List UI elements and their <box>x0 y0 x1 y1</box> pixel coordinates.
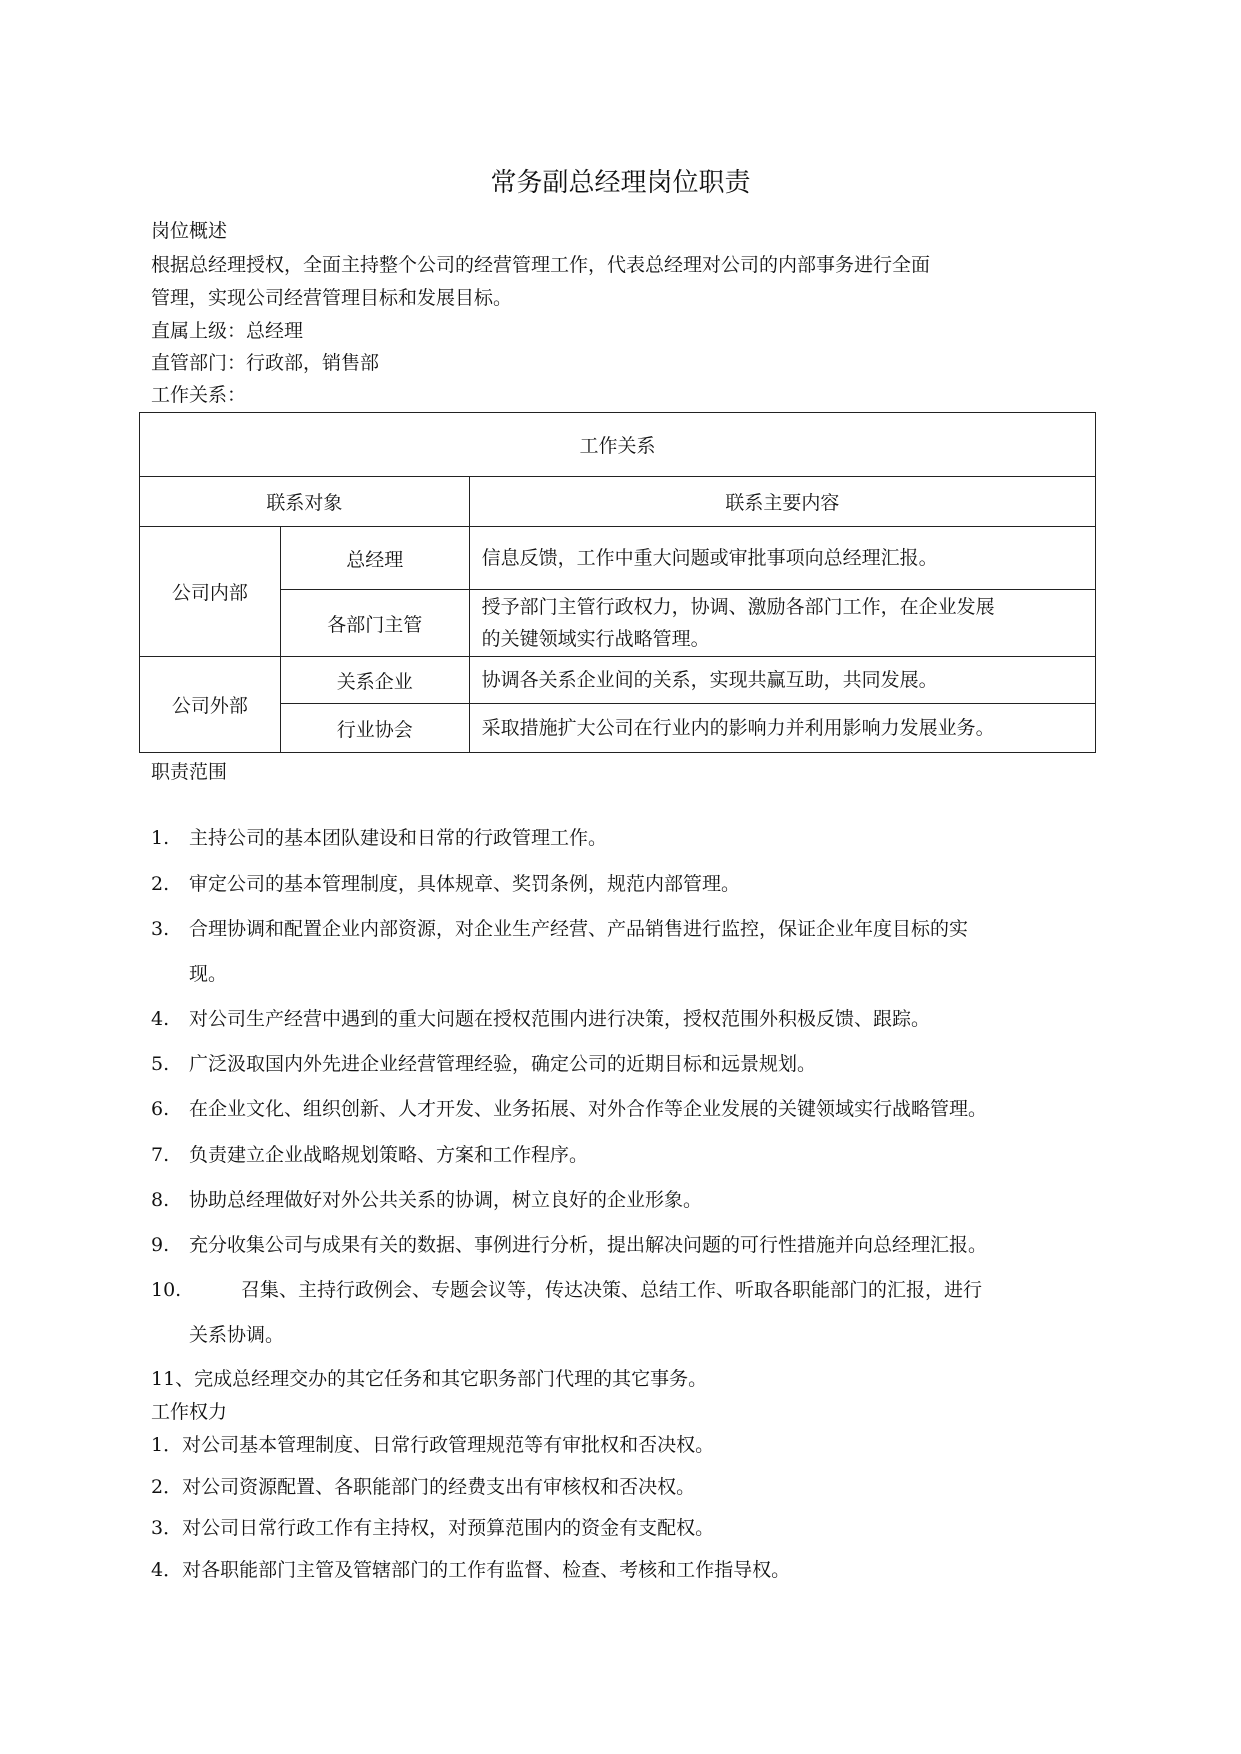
list-item: 4．对各职能部门主管及管辖部门的工作有监督、检查、考核和工作指导权。 <box>151 1559 791 1581</box>
row-target: 总经理 <box>280 527 469 590</box>
row-content-line: 授予部门主管行政权力，协调、激励各部门工作，在企业发展 <box>481 596 995 618</box>
row-content <box>469 527 1095 590</box>
list-item-number: 6. <box>151 1098 170 1120</box>
list-item <box>151 1094 987 1124</box>
list-item <box>151 1185 702 1215</box>
list-item <box>151 1364 707 1394</box>
table-caption-row <box>140 413 1096 477</box>
list-item-text: 11、完成总经理交办的其它任务和其它职务部门代理的其它事务。 <box>151 1368 708 1390</box>
document-title: 常务副总经理岗位职责 <box>490 168 751 198</box>
overview-text-line-2: 管理，实现公司经营管理目标和发展目标。 <box>151 287 513 309</box>
direct-superior: 直属上级：总经理 <box>151 320 304 342</box>
row-content <box>469 590 1095 657</box>
table-row <box>140 657 1096 704</box>
header-contact-target: 联系对象 <box>140 477 470 527</box>
list-item-continuation: 现。 <box>189 963 228 985</box>
list-item <box>151 1004 930 1034</box>
list-item-number: 7. <box>151 1144 170 1166</box>
row-content-line: 信息反馈，工作中重大问题或审批事项向总经理汇报。 <box>481 547 938 569</box>
list-item <box>151 1230 987 1260</box>
list-item-text: 协助总经理做好对外公共关系的协调，树立良好的企业形象。 <box>189 1189 703 1211</box>
list-item-text: 主持公司的基本团队建设和日常的行政管理工作。 <box>189 827 608 849</box>
duties-heading: 职责范围 <box>151 761 228 783</box>
list-item <box>151 1049 816 1079</box>
row-target: 各部门主管 <box>280 590 469 657</box>
powers-heading: 工作权力 <box>151 1401 228 1423</box>
list-item-text: 对公司生产经营中遇到的重大问题在授权范围内进行决策，授权范围外积极反馈、跟踪。 <box>189 1008 931 1030</box>
list-item <box>151 869 740 899</box>
overview-text-line-1: 根据总经理授权，全面主持整个公司的经营管理工作，代表总经理对公司的内部事务进行全面 <box>151 254 931 276</box>
list-item-text: 在企业文化、组织创新、人才开发、业务拓展、对外合作等企业发展的关键领域实行战略管理。 <box>189 1098 988 1120</box>
list-item-number: 1. <box>151 827 170 849</box>
list-item-continuation: 关系协调。 <box>189 1324 285 1346</box>
list-item <box>151 1140 588 1170</box>
list-item-text: 召集、主持行政例会、专题会议等，传达决策、总结工作、听取各职能部门的汇报，进行 <box>241 1279 983 1301</box>
list-item-number: 4. <box>151 1008 170 1030</box>
row-target: 关系企业 <box>280 657 469 704</box>
list-item <box>151 914 968 944</box>
row-content-line: 的关键领域实行战略管理。 <box>481 628 710 650</box>
managed-departments: 直管部门：行政部，销售部 <box>151 352 380 374</box>
list-item-number: 9. <box>151 1234 170 1256</box>
list-item-text: 充分收集公司与成果有关的数据、事例进行分析，提出解决问题的可行性措施并向总经理汇报。 <box>189 1234 988 1256</box>
table-row <box>140 704 1096 753</box>
list-item-number: 2. <box>151 873 170 895</box>
list-item: 2．对公司资源配置、各职能部门的经费支出有审核权和否决权。 <box>151 1476 696 1498</box>
list-item-text: 广泛汲取国内外先进企业经营管理经验，确定公司的近期目标和远景规划。 <box>189 1053 817 1075</box>
list-item <box>151 1275 982 1305</box>
list-item-text: 审定公司的基本管理制度，具体规章、奖罚条例，规范内部管理。 <box>189 873 741 895</box>
work-relations-table <box>139 412 1096 753</box>
table-row <box>140 590 1096 657</box>
list-item-text: 负责建立企业战略规划策略、方案和工作程序。 <box>189 1144 589 1166</box>
list-item-number: 5. <box>151 1053 170 1075</box>
list-item-number: 3. <box>151 918 170 940</box>
row-content-line: 协调各关系企业间的关系，实现共赢互助，共同发展。 <box>481 669 938 691</box>
group-internal: 公司内部 <box>140 527 281 657</box>
row-content <box>469 704 1095 753</box>
row-target: 行业协会 <box>280 704 469 753</box>
list-item-number: 8. <box>151 1189 170 1211</box>
group-external: 公司外部 <box>140 657 281 753</box>
list-item-text: 合理协调和配置企业内部资源，对企业生产经营、产品销售进行监控，保证企业年度目标的实 <box>189 918 969 940</box>
overview-heading: 岗位概述 <box>151 220 228 242</box>
list-item: 3．对公司日常行政工作有主持权，对预算范围内的资金有支配权。 <box>151 1517 715 1539</box>
list-item: 1．对公司基本管理制度、日常行政管理规范等有审批权和否决权。 <box>151 1434 715 1456</box>
row-content-line: 采取措施扩大公司在行业内的影响力并利用影响力发展业务。 <box>481 717 995 739</box>
work-relations-label: 工作关系： <box>151 384 247 406</box>
row-content <box>469 657 1095 704</box>
table-row <box>140 527 1096 590</box>
table-header-row <box>140 477 1096 527</box>
list-item <box>151 823 607 853</box>
list-item-number: 10. <box>151 1279 182 1301</box>
table-caption: 工作关系 <box>140 413 1096 477</box>
header-contact-content: 联系主要内容 <box>469 477 1095 527</box>
